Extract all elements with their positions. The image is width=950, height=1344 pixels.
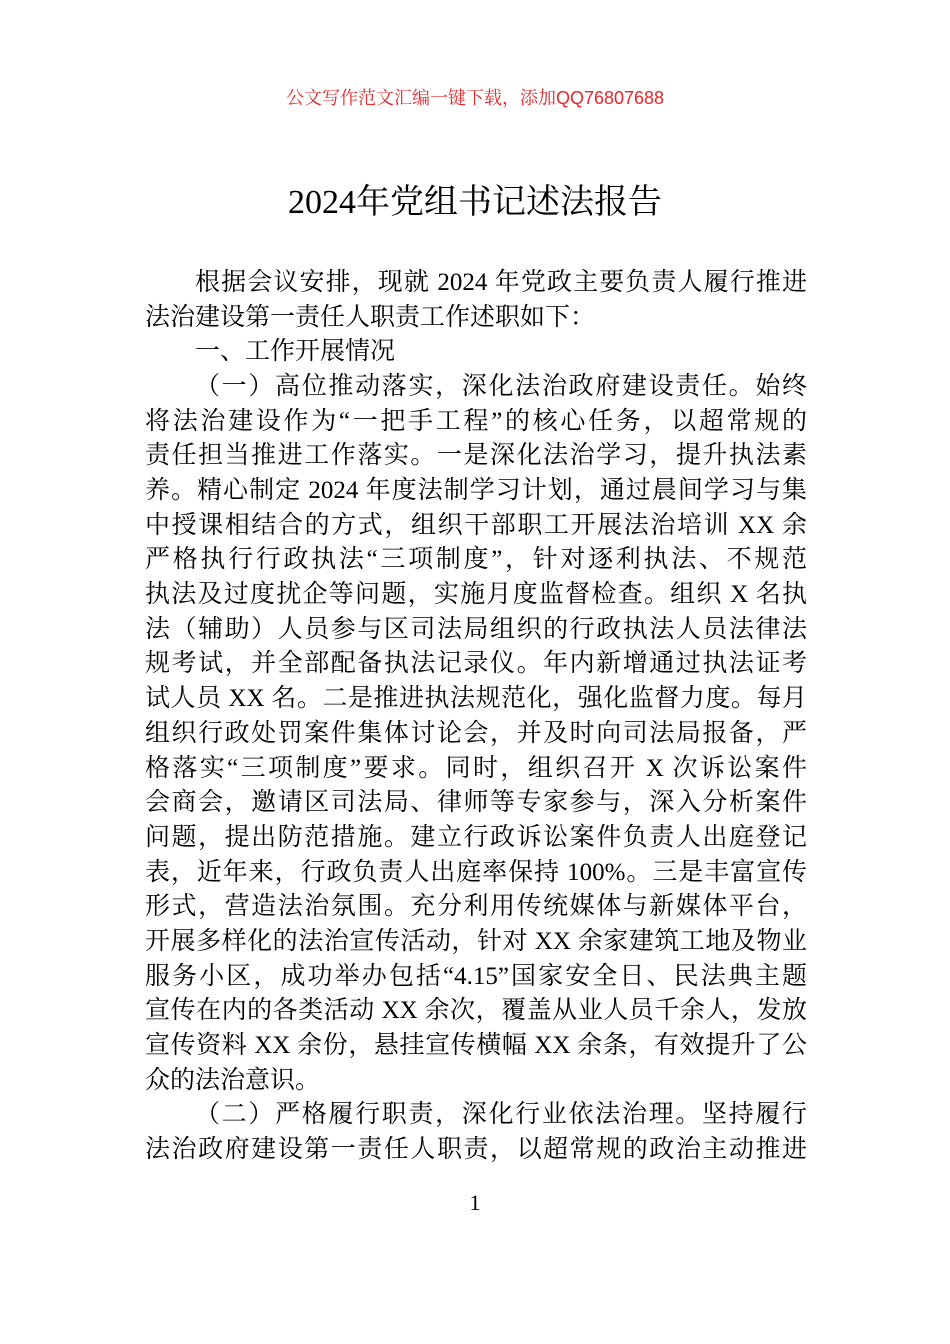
body-text-line: 试人员 XX 名。二是推进执法规范化，强化监督力度。每月	[145, 685, 807, 713]
body-text-line: 法（辅助）人员参与区司法局组织的行政执法人员法律法	[145, 615, 807, 643]
body-text-line: 问题，提出防范措施。建立行政诉讼案件负责人出庭登记	[145, 823, 807, 851]
body-text-line: 宣传资料 XX 余份，悬挂宣传横幅 XX 余条，有效提升了公	[145, 1031, 807, 1059]
body-text-line: 众的法治意识。	[145, 1066, 321, 1094]
page-number: 1	[469, 1190, 481, 1215]
body-text-line: 一、工作开展情况	[195, 338, 396, 366]
download-promo-banner: 公文写作范文汇编一键下载，添加QQ76807688	[285, 88, 665, 108]
body-text-line: 会商会，邀请区司法局、律师等专家参与，深入分析案件	[145, 789, 807, 817]
body-text-line: （二）严格履行职责，深化行业依法治理。坚持履行	[195, 1101, 807, 1129]
body-text-line: 将法治建设作为“一把手工程”的核心任务，以超常规的	[145, 407, 807, 435]
body-text-line: 养。精心制定 2024 年度法制学习计划，通过晨间学习与集	[145, 477, 807, 505]
body-text-line: 格落实“三项制度”要求。同时，组织召开 X 次诉讼案件	[145, 754, 807, 782]
body-text-line: 表，近年来，行政负责人出庭率保持 100%。三是丰富宣传	[145, 858, 807, 886]
body-text-line: 责任担当推进工作落实。一是深化法治学习，提升执法素	[145, 442, 807, 470]
body-text-line: 法治建设第一责任人职责工作述职如下：	[145, 303, 596, 331]
body-text-line: 服务小区，成功举办包括“4.15”国家安全日、民法典主题	[145, 962, 807, 990]
document-title: 2024年党组书记述法报告	[288, 184, 662, 221]
body-text-line: 宣传在内的各类活动 XX 余次，覆盖从业人员千余人，发放	[145, 997, 807, 1025]
body-text-line: 严格执行行政执法“三项制度”，针对逐利执法、不规范	[145, 546, 807, 574]
body-text-line: 开展多样化的法治宣传活动，针对 XX 余家建筑工地及物业	[145, 927, 807, 955]
body-text-line: 根据会议安排，现就 2024 年党政主要负责人履行推进	[195, 269, 807, 296]
body-text-line: 组织行政处罚案件集体讨论会，并及时向司法局报备，严	[145, 719, 807, 747]
body-text-line: （一）高位推动落实，深化法治政府建设责任。始终	[195, 373, 807, 401]
body-text-line: 形式，营造法治氛围。充分利用传统媒体与新媒体平台，	[145, 893, 807, 921]
body-text-line: 规考试，并全部配备执法记录仪。年内新增通过执法证考	[145, 650, 807, 678]
body-text-line: 执法及过度扰企等问题，实施月度监督检查。组织 X 名执	[145, 581, 807, 609]
body-text-line: 法治政府建设第一责任人职责，以超常规的政治主动推进	[145, 1136, 807, 1163]
body-text-line: 中授课相结合的方式，组织干部职工开展法治培训 XX 余	[145, 511, 807, 539]
